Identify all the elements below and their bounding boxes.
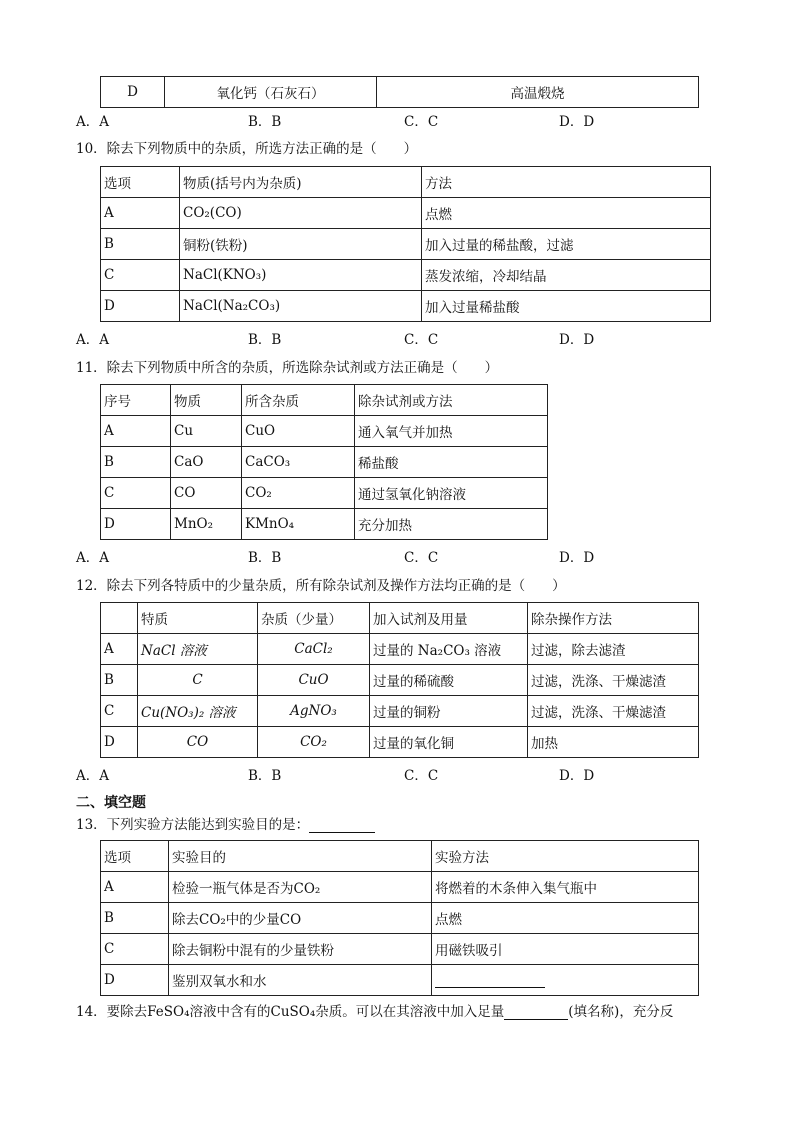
table-row bbox=[101, 77, 699, 108]
table-row bbox=[101, 872, 699, 903]
impurity-cell: AgNO₃ bbox=[258, 696, 370, 727]
substance-cell: CO bbox=[138, 727, 258, 758]
reagent-cell: 过量的 Na₂CO₃ 溶液 bbox=[370, 634, 528, 665]
method-cell: 过滤，洗涤、干燥滤渣 bbox=[528, 665, 699, 696]
option-letter: A bbox=[101, 634, 138, 665]
answer-options bbox=[76, 764, 716, 782]
option-d[interactable]: D．D bbox=[559, 114, 595, 130]
method-cell: 点燃 bbox=[422, 198, 711, 229]
question-14-text-a: 14．要除去FeSO₄溶液中含有的CuSO₄杂质。可以在其溶液中加入足量 bbox=[76, 1004, 505, 1020]
question-13-text: 13．下列实验方法能达到实验目的是： bbox=[76, 817, 310, 833]
method-cell: 过滤，除去滤渣 bbox=[528, 634, 699, 665]
option-letter: B bbox=[101, 447, 171, 478]
table-header-row bbox=[101, 385, 548, 416]
method-cell: 通入氧气并加热 bbox=[355, 416, 548, 447]
table-row bbox=[101, 229, 711, 260]
option-letter: D bbox=[101, 965, 169, 996]
table-row bbox=[101, 447, 548, 478]
impurity-cell: KMnO₄ bbox=[242, 509, 355, 540]
table-row bbox=[101, 903, 699, 934]
header-substance: 物质 bbox=[171, 385, 242, 416]
option-letter: A bbox=[101, 872, 169, 903]
goal-cell: 检验一瓶气体是否为CO₂ bbox=[169, 872, 432, 903]
option-letter: C bbox=[101, 696, 138, 727]
section-heading: 二、填空题 bbox=[76, 795, 146, 811]
goal-cell: 除去铜粉中混有的少量铁粉 bbox=[169, 934, 432, 965]
option-letter: C bbox=[101, 260, 180, 291]
table-row bbox=[101, 934, 699, 965]
answer-blank[interactable] bbox=[309, 818, 375, 833]
impurity-cell: CaCl₂ bbox=[258, 634, 370, 665]
option-letter: D bbox=[101, 727, 138, 758]
header-option: 选项 bbox=[101, 841, 169, 872]
option-letter: B bbox=[101, 665, 138, 696]
table-header-row bbox=[101, 603, 699, 634]
option-c[interactable]: C．C bbox=[404, 768, 439, 784]
method-cell: 充分加热 bbox=[355, 509, 548, 540]
header-substance: 物质(括号内为杂质) bbox=[180, 167, 422, 198]
table-row bbox=[101, 509, 548, 540]
option-b[interactable]: B．B bbox=[248, 550, 282, 566]
question-11-table bbox=[100, 384, 548, 540]
header-substance: 特质 bbox=[138, 603, 258, 634]
option-letter: D bbox=[101, 77, 165, 108]
table-row bbox=[101, 198, 711, 229]
method-cell bbox=[432, 965, 699, 996]
header-impurity: 所含杂质 bbox=[242, 385, 355, 416]
option-b[interactable]: B．B bbox=[248, 114, 282, 130]
method-cell: 加热 bbox=[528, 727, 699, 758]
header-method: 除杂操作方法 bbox=[528, 603, 699, 634]
header-option: 选项 bbox=[101, 167, 180, 198]
substance-cell: MnO₂ bbox=[171, 509, 242, 540]
option-a[interactable]: A．A bbox=[76, 550, 109, 566]
option-letter: D bbox=[101, 291, 180, 322]
impurity-cell: CuO bbox=[258, 665, 370, 696]
header-goal: 实验目的 bbox=[169, 841, 432, 872]
option-letter: C bbox=[101, 934, 169, 965]
method-cell: 蒸发浓缩，冷却结晶 bbox=[422, 260, 711, 291]
goal-cell: 鉴别双氧水和水 bbox=[169, 965, 432, 996]
method-cell: 加入过量的稀盐酸，过滤 bbox=[422, 229, 711, 260]
method-cell: 高温煅烧 bbox=[377, 77, 699, 108]
question-14-stem bbox=[76, 1000, 673, 1020]
option-letter: B bbox=[101, 903, 169, 934]
option-letter: C bbox=[101, 478, 171, 509]
table-row bbox=[101, 478, 548, 509]
impurity-cell: CuO bbox=[242, 416, 355, 447]
header-number: 序号 bbox=[101, 385, 171, 416]
option-d[interactable]: D．D bbox=[559, 768, 595, 784]
answer-blank[interactable] bbox=[504, 1005, 568, 1020]
method-cell: 点燃 bbox=[432, 903, 699, 934]
header-reagent: 加入试剂及用量 bbox=[370, 603, 528, 634]
method-cell: 用磁铁吸引 bbox=[432, 934, 699, 965]
table-header-row bbox=[101, 167, 711, 198]
header-method: 实验方法 bbox=[432, 841, 699, 872]
option-c[interactable]: C．C bbox=[404, 332, 439, 348]
table-row bbox=[101, 696, 699, 727]
option-a[interactable]: A．A bbox=[76, 332, 109, 348]
option-b[interactable]: B．B bbox=[248, 768, 282, 784]
question-12-stem: 12．除去下列各特质中的少量杂质，所有除杂试剂及操作方法均正确的是（ ） bbox=[76, 578, 566, 594]
option-letter: A bbox=[101, 198, 180, 229]
goal-cell: 除去CO₂中的少量CO bbox=[169, 903, 432, 934]
table-row bbox=[101, 965, 699, 996]
option-c[interactable]: C．C bbox=[404, 114, 439, 130]
method-cell: 通过氢氧化钠溶液 bbox=[355, 478, 548, 509]
substance-cell: C bbox=[138, 665, 258, 696]
method-cell: 稀盐酸 bbox=[355, 447, 548, 478]
option-b[interactable]: B．B bbox=[248, 332, 282, 348]
answer-blank[interactable] bbox=[435, 973, 545, 988]
option-letter: A bbox=[101, 416, 171, 447]
substance-cell: CO bbox=[171, 478, 242, 509]
header-method: 除杂试剂或方法 bbox=[355, 385, 548, 416]
table-row bbox=[101, 260, 711, 291]
table-row bbox=[101, 416, 548, 447]
option-a[interactable]: A．A bbox=[76, 114, 109, 130]
answer-options bbox=[76, 328, 716, 346]
header-option bbox=[101, 603, 138, 634]
reagent-cell: 过量的氧化铜 bbox=[370, 727, 528, 758]
substance-cell: NaCl 溶液 bbox=[138, 634, 258, 665]
header-method: 方法 bbox=[422, 167, 711, 198]
substance-cell: NaCl(KNO₃) bbox=[180, 260, 422, 291]
substance-cell: Cu(NO₃)₂ 溶液 bbox=[138, 696, 258, 727]
reagent-cell: 过量的铜粉 bbox=[370, 696, 528, 727]
question-14-text-b: (填名称)，充分反 bbox=[568, 1004, 674, 1020]
option-d[interactable]: D．D bbox=[559, 550, 595, 566]
question-13-table bbox=[100, 840, 699, 996]
impurity-cell: CO₂ bbox=[242, 478, 355, 509]
option-letter: D bbox=[101, 509, 171, 540]
question-10-stem: 10．除去下列物质中的杂质，所选方法正确的是（ ） bbox=[76, 141, 418, 157]
header-impurity: 杂质（少量） bbox=[258, 603, 370, 634]
substance-cell: NaCl(Na₂CO₃) bbox=[180, 291, 422, 322]
question-12-table bbox=[100, 602, 699, 758]
question-10-table bbox=[100, 166, 711, 322]
option-letter: B bbox=[101, 229, 180, 260]
substance-cell: Cu bbox=[171, 416, 242, 447]
table-row bbox=[101, 291, 711, 322]
substance-cell: 氧化钙（石灰石） bbox=[165, 77, 377, 108]
answer-options bbox=[76, 546, 716, 564]
option-d[interactable]: D．D bbox=[559, 332, 595, 348]
impurity-cell: CaCO₃ bbox=[242, 447, 355, 478]
method-cell: 加入过量稀盐酸 bbox=[422, 291, 711, 322]
method-cell: 过滤，洗涤、干燥滤渣 bbox=[528, 696, 699, 727]
option-c[interactable]: C．C bbox=[404, 550, 439, 566]
top-table bbox=[100, 76, 699, 108]
substance-cell: 铜粉(铁粉) bbox=[180, 229, 422, 260]
substance-cell: CaO bbox=[171, 447, 242, 478]
table-row bbox=[101, 727, 699, 758]
method-cell: 将燃着的木条伸入集气瓶中 bbox=[432, 872, 699, 903]
impurity-cell: CO₂ bbox=[258, 727, 370, 758]
question-11-stem: 11．除去下列物质中所含的杂质，所选除杂试剂或方法正确是（ ） bbox=[76, 360, 499, 376]
table-row bbox=[101, 665, 699, 696]
table-header-row bbox=[101, 841, 699, 872]
table-row bbox=[101, 634, 699, 665]
reagent-cell: 过量的稀硫酸 bbox=[370, 665, 528, 696]
answer-options bbox=[76, 110, 716, 128]
substance-cell: CO₂(CO) bbox=[180, 198, 422, 229]
question-13-stem bbox=[76, 813, 375, 833]
option-a[interactable]: A．A bbox=[76, 768, 109, 784]
